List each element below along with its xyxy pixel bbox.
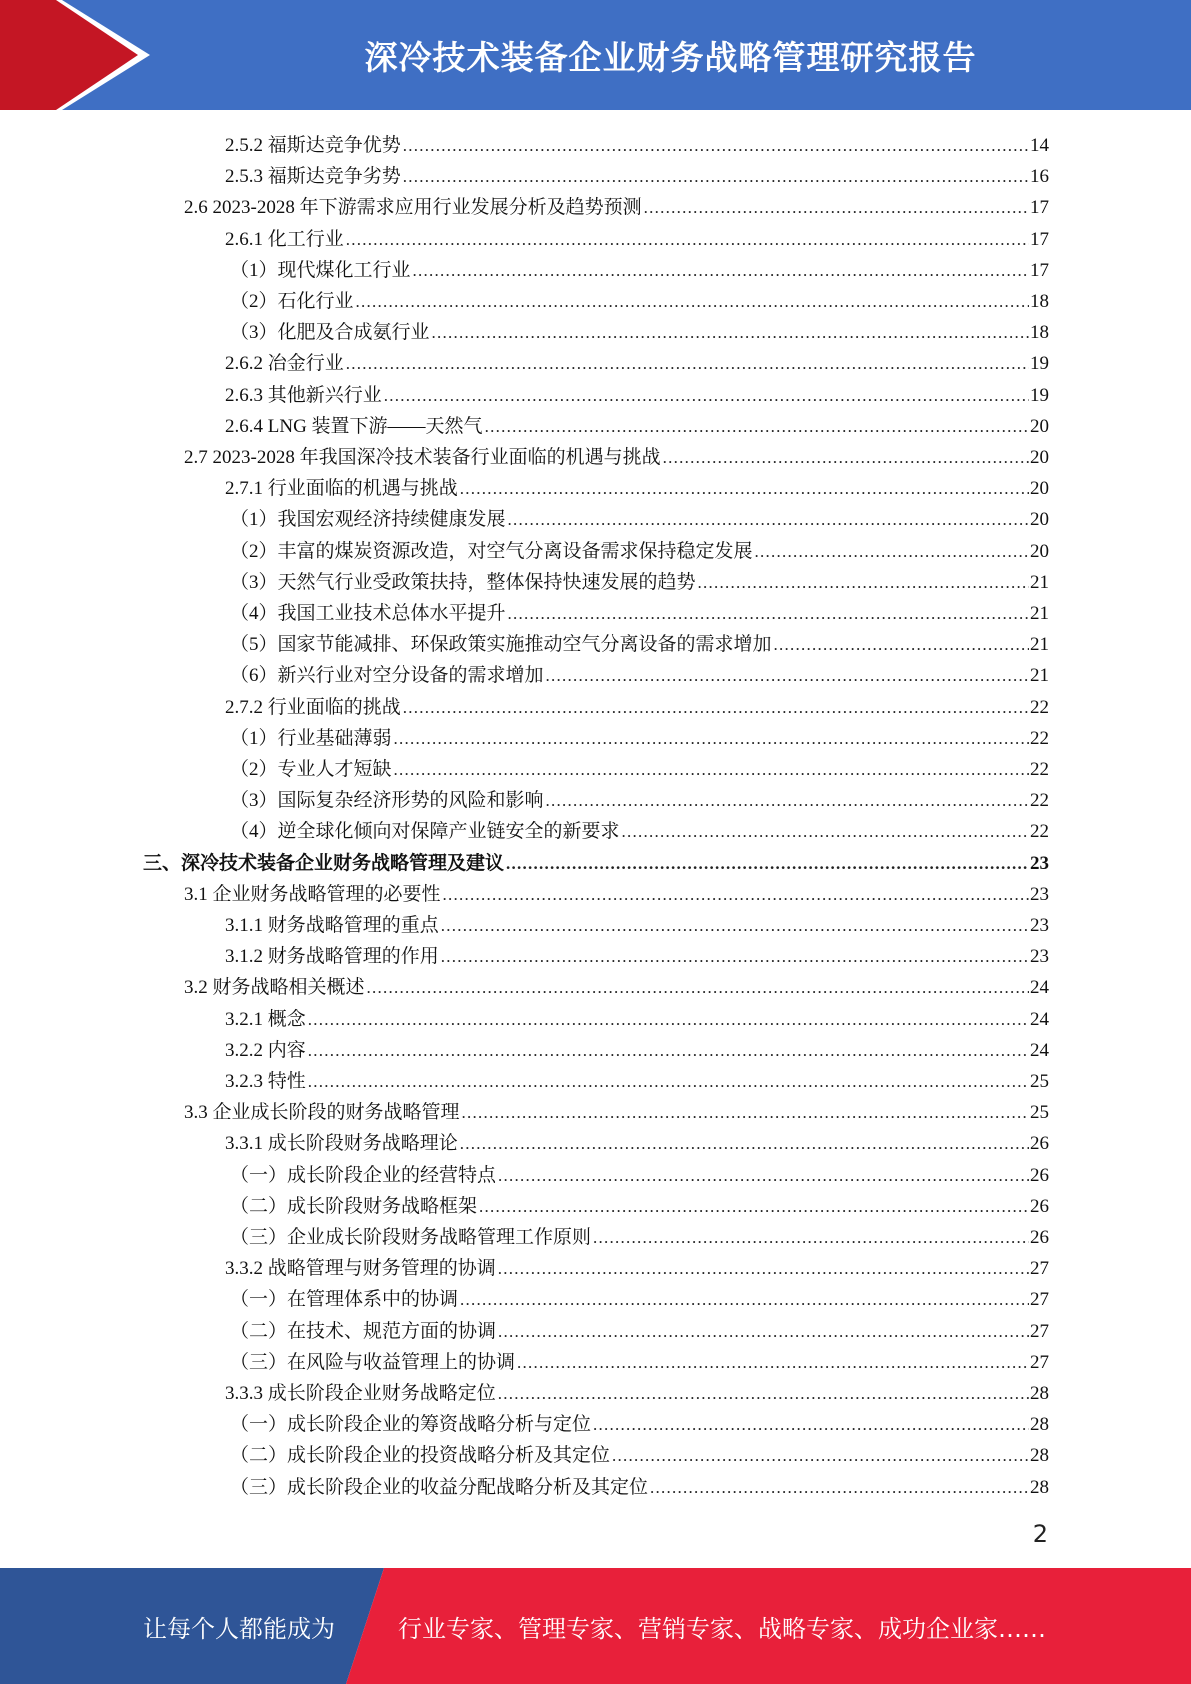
- toc-entry[interactable]: [230, 626, 1049, 657]
- toc-entry[interactable]: [230, 720, 1049, 751]
- toc-entry-page: 27: [1030, 1289, 1049, 1311]
- toc-entry-label: 2.6.3 其他新兴行业: [225, 384, 382, 406]
- toc-entry[interactable]: [230, 1157, 1049, 1188]
- toc-entry-label: （3）化肥及合成氨行业: [230, 322, 430, 344]
- toc-entry-page: 21: [1030, 603, 1049, 624]
- toc-entry-label: （一）在管理体系中的协调: [230, 1289, 459, 1311]
- toc-leader-dots: [498, 1321, 1029, 1344]
- toc-entry-label: （2）专业人才短缺: [230, 759, 392, 780]
- toc-entry-label: （4）我国工业技术总体水平提升: [230, 603, 506, 624]
- toc-entry-label: （6）新兴行业对空分设备的需求增加: [230, 665, 544, 687]
- toc-entry-label: 3.2.2 内容: [225, 1039, 306, 1061]
- toc-leader-dots: [612, 1445, 1029, 1468]
- toc-leader-dots: [308, 1071, 1029, 1094]
- toc-leader-dots: [308, 1009, 1029, 1032]
- toc-entry[interactable]: [225, 158, 1049, 189]
- toc-entry-label: （一）成长阶段企业的筹资战略分析与定位: [230, 1414, 592, 1436]
- toc-entry-label: 3.1.1 财务战略管理的重点: [225, 915, 439, 936]
- footer-slogan-right: 行业专家、管理专家、营销专家、战略专家、成功企业家……: [398, 1614, 1046, 1643]
- toc-entry-page: 16: [1030, 166, 1049, 188]
- toc-entry[interactable]: [230, 283, 1049, 314]
- toc-leader-dots: [622, 821, 1029, 844]
- toc-entry-label: （1）现代煤化工行业: [230, 259, 411, 281]
- toc-entry-page: 17: [1030, 228, 1049, 250]
- toc-leader-dots: [432, 322, 1029, 345]
- toc-entry-page: 21: [1030, 665, 1049, 687]
- toc-entry-label: （3）天然气行业受政策扶持，整体保持快速发展的趋势: [230, 571, 696, 593]
- toc-entry-label: 3.3.3 成长阶段企业财务战略定位: [225, 1383, 496, 1404]
- toc-entry-page: 19: [1030, 384, 1049, 406]
- toc-leader-dots: [460, 1289, 1029, 1312]
- toc-entry[interactable]: [230, 657, 1049, 688]
- toc-entry-page: 20: [1030, 540, 1049, 562]
- toc-leader-dots: [498, 1383, 1029, 1406]
- toc-entry-page: 27: [1030, 1258, 1049, 1280]
- toc-leader-dots: [443, 884, 1029, 907]
- toc-entry-page: 22: [1030, 790, 1049, 812]
- toc-entry-label: 3.1 企业财务战略管理的必要性: [184, 883, 441, 905]
- toc-entry-label: （三）成长阶段企业的收益分配战略分析及其定位: [230, 1476, 649, 1498]
- toc-entry-page: 23: [1030, 852, 1049, 874]
- toc-entry-page: 26: [1030, 1164, 1049, 1186]
- toc-entry-label: （三）企业成长阶段财务战略管理工作原则: [230, 1227, 592, 1248]
- toc-entry[interactable]: [184, 439, 1049, 470]
- toc-leader-dots: [441, 915, 1029, 938]
- toc-entry[interactable]: [225, 221, 1049, 252]
- toc-entry-page: 20: [1030, 415, 1049, 437]
- toc-entry-label: 2.6.4 LNG 装置下游——天然气: [225, 415, 483, 437]
- toc-entry-page: 28: [1030, 1476, 1049, 1498]
- toc-entry[interactable]: [225, 470, 1049, 501]
- toc-entry[interactable]: [225, 377, 1049, 408]
- footer-slogan-left: 让每个人都能成为: [143, 1614, 335, 1643]
- toc-entry[interactable]: [225, 907, 1049, 938]
- toc-entry-label: （2）丰富的煤炭资源改造，对空气分离设备需求保持稳定发展: [230, 540, 753, 562]
- toc-leader-dots: [403, 135, 1029, 158]
- toc-leader-dots: [367, 977, 1029, 1000]
- toc-leader-dots: [460, 478, 1029, 501]
- toc-leader-dots: [644, 197, 1029, 220]
- toc-entry[interactable]: [230, 782, 1049, 813]
- chevron-arrow-icon: [0, 0, 160, 110]
- toc-entry[interactable]: [230, 501, 1049, 532]
- toc-entry-label: 3.3 企业成长阶段的财务战略管理: [184, 1102, 460, 1124]
- toc-entry-label: 2.6.1 化工行业: [225, 228, 344, 250]
- toc-entry-page: 24: [1030, 1008, 1049, 1030]
- toc-entry-page: 23: [1030, 946, 1049, 968]
- toc-leader-dots: [413, 260, 1029, 283]
- toc-entry-label: 2.5.2 福斯达竞争优势: [225, 135, 401, 156]
- toc-entry[interactable]: [230, 1313, 1049, 1344]
- toc-entry-page: 26: [1030, 1195, 1049, 1217]
- toc-entry-page: 23: [1030, 883, 1049, 905]
- toc-leader-dots: [698, 572, 1029, 595]
- toc-entry[interactable]: [225, 1125, 1049, 1156]
- toc-entry-page: 26: [1030, 1133, 1049, 1155]
- toc-entry-label: 2.6 2023-2028 年下游需求应用行业发展分析及趋势预测: [184, 197, 642, 219]
- toc-entry[interactable]: [184, 969, 1049, 1000]
- toc-leader-dots: [346, 353, 1029, 376]
- toc-entry-page: 28: [1030, 1383, 1049, 1404]
- toc-leader-dots: [508, 603, 1029, 626]
- toc-entry-label: 2.5.3 福斯达竞争劣势: [225, 166, 401, 188]
- toc-entry[interactable]: [225, 938, 1049, 969]
- toc-entry-page: 17: [1030, 197, 1049, 219]
- toc-leader-dots: [460, 1133, 1029, 1156]
- toc-entry-label: （4）逆全球化倾向对保障产业链安全的新要求: [230, 821, 620, 843]
- toc-entry[interactable]: [230, 1406, 1049, 1437]
- toc-entry[interactable]: [230, 1281, 1049, 1312]
- toc-leader-dots: [356, 291, 1029, 314]
- toc-entry-page: 25: [1030, 1071, 1049, 1092]
- toc-entry[interactable]: [184, 876, 1049, 907]
- toc-leader-dots: [498, 1258, 1029, 1281]
- toc-leader-dots: [593, 1414, 1029, 1437]
- toc-entry[interactable]: [230, 1437, 1049, 1468]
- toc-entry-label: 3.2.1 概念: [225, 1008, 306, 1030]
- toc-entry[interactable]: [225, 408, 1049, 439]
- toc-leader-dots: [394, 759, 1029, 782]
- page-footer: [0, 1568, 1191, 1684]
- toc-entry-page: 22: [1030, 821, 1049, 843]
- toc-entry-label: （二）成长阶段企业的投资战略分析及其定位: [230, 1445, 611, 1467]
- toc-entry[interactable]: [230, 1188, 1049, 1219]
- toc-entry-label: 2.7.1 行业面临的机遇与挑战: [225, 478, 458, 500]
- toc-leader-dots: [546, 665, 1029, 688]
- toc-entry-label: 3.2.3 特性: [225, 1071, 306, 1092]
- toc-entry-label: （一）成长阶段企业的经营特点: [230, 1164, 497, 1186]
- toc-entry-page: 24: [1030, 977, 1049, 999]
- toc-entry[interactable]: [230, 751, 1049, 782]
- toc-entry[interactable]: [143, 845, 1049, 876]
- toc-entry-page: 22: [1030, 696, 1049, 718]
- toc-entry[interactable]: [230, 1469, 1049, 1500]
- toc-entry-page: 20: [1030, 509, 1049, 531]
- toc-leader-dots: [498, 1165, 1029, 1188]
- toc-entry-page: 22: [1030, 727, 1049, 749]
- toc-leader-dots: [384, 385, 1029, 408]
- report-title: 深冷技术装备企业财务战略管理研究报告: [364, 37, 977, 77]
- toc-entry-page: 18: [1030, 291, 1049, 312]
- toc-entry-page: 28: [1030, 1445, 1049, 1467]
- toc-entry-label: （3）国际复杂经济形势的风险和影响: [230, 790, 544, 812]
- toc-entry-label: 3.2 财务战略相关概述: [184, 977, 365, 999]
- toc-entry-page: 22: [1030, 759, 1049, 780]
- toc-entry-label: （二）在技术、规范方面的协调: [230, 1320, 497, 1342]
- toc-leader-dots: [394, 728, 1029, 751]
- toc-entry[interactable]: [225, 127, 1049, 158]
- toc-entry-label: （三）在风险与收益管理上的协调: [230, 1351, 516, 1373]
- toc-entry[interactable]: [184, 1094, 1049, 1125]
- toc-leader-dots: [517, 1352, 1029, 1375]
- toc-entry-label: （二）成长阶段财务战略框架: [230, 1195, 478, 1217]
- toc-entry[interactable]: [225, 1250, 1049, 1281]
- toc-entry[interactable]: [225, 1375, 1049, 1406]
- toc-entry[interactable]: [230, 533, 1049, 564]
- toc-entry-page: 24: [1030, 1039, 1049, 1061]
- toc-entry-page: 18: [1030, 322, 1049, 344]
- toc-leader-dots: [462, 1102, 1029, 1125]
- toc-entry[interactable]: [230, 813, 1049, 844]
- toc-entry-page: 23: [1030, 915, 1049, 936]
- toc-entry-label: （5）国家节能减排、环保政策实施推动空气分离设备的需求增加: [230, 634, 772, 656]
- toc-leader-dots: [308, 1040, 1029, 1063]
- toc-entry-label: （2）石化行业: [230, 291, 354, 312]
- toc-leader-dots: [650, 1477, 1029, 1500]
- toc-entry-label: （1）行业基础薄弱: [230, 727, 392, 749]
- toc-entry-label: 3.1.2 财务战略管理的作用: [225, 946, 439, 968]
- toc-entry-label: 2.7 2023-2028 年我国深冷技术装备行业面临的机遇与挑战: [184, 447, 661, 468]
- toc-entry[interactable]: [225, 345, 1049, 376]
- toc-entry[interactable]: [184, 189, 1049, 220]
- toc-entry[interactable]: [230, 1219, 1049, 1250]
- toc-entry[interactable]: [230, 564, 1049, 595]
- toc-entry[interactable]: [225, 1001, 1049, 1032]
- toc-leader-dots: [663, 447, 1029, 470]
- toc-leader-dots: [403, 697, 1029, 720]
- toc-entry-label: （1）我国宏观经济持续健康发展: [230, 509, 506, 531]
- toc-leader-dots: [546, 790, 1029, 813]
- toc-leader-dots: [441, 946, 1029, 969]
- toc-entry-page: 27: [1030, 1351, 1049, 1373]
- toc-leader-dots: [479, 1196, 1029, 1219]
- toc-leader-dots: [508, 509, 1029, 532]
- toc-entry-label: 三、深冷技术装备企业财务战略管理及建议: [143, 852, 505, 874]
- toc-entry-page: 21: [1030, 634, 1049, 656]
- toc-leader-dots: [593, 1227, 1029, 1250]
- toc-leader-dots: [403, 166, 1029, 189]
- toc-entry[interactable]: [230, 595, 1049, 626]
- toc-leader-dots: [485, 416, 1029, 439]
- toc-entry[interactable]: [225, 1032, 1049, 1063]
- toc-entry-page: 21: [1030, 571, 1049, 593]
- toc-entry[interactable]: [225, 1063, 1049, 1094]
- page-header: [0, 0, 1191, 110]
- toc-leader-dots: [774, 634, 1029, 657]
- toc-leader-dots: [755, 541, 1029, 564]
- toc-entry-page: 20: [1030, 447, 1049, 468]
- toc-entry[interactable]: [230, 314, 1049, 345]
- toc-entry-label: 3.3.1 成长阶段财务战略理论: [225, 1133, 458, 1155]
- toc-entry-page: 28: [1030, 1414, 1049, 1436]
- toc-leader-dots: [346, 229, 1029, 252]
- toc-entry[interactable]: [230, 1344, 1049, 1375]
- toc-entry-label: 2.6.2 冶金行业: [225, 353, 344, 375]
- toc-entry-label: 2.7.2 行业面临的挑战: [225, 696, 401, 718]
- toc-entry-page: 25: [1030, 1102, 1049, 1124]
- toc-entry-page: 27: [1030, 1320, 1049, 1342]
- toc-entry-page: 20: [1030, 478, 1049, 500]
- toc-entry[interactable]: [225, 689, 1049, 720]
- toc-entry[interactable]: [230, 252, 1049, 283]
- toc-entry-page: 26: [1030, 1227, 1049, 1248]
- toc-leader-dots: [506, 853, 1029, 876]
- toc-entry-page: 17: [1030, 259, 1049, 281]
- toc-entry-label: 3.3.2 战略管理与财务管理的协调: [225, 1258, 496, 1280]
- toc-entry-page: 19: [1030, 353, 1049, 375]
- toc-entry-page: 14: [1030, 135, 1049, 156]
- page-number: 2: [1032, 1520, 1048, 1548]
